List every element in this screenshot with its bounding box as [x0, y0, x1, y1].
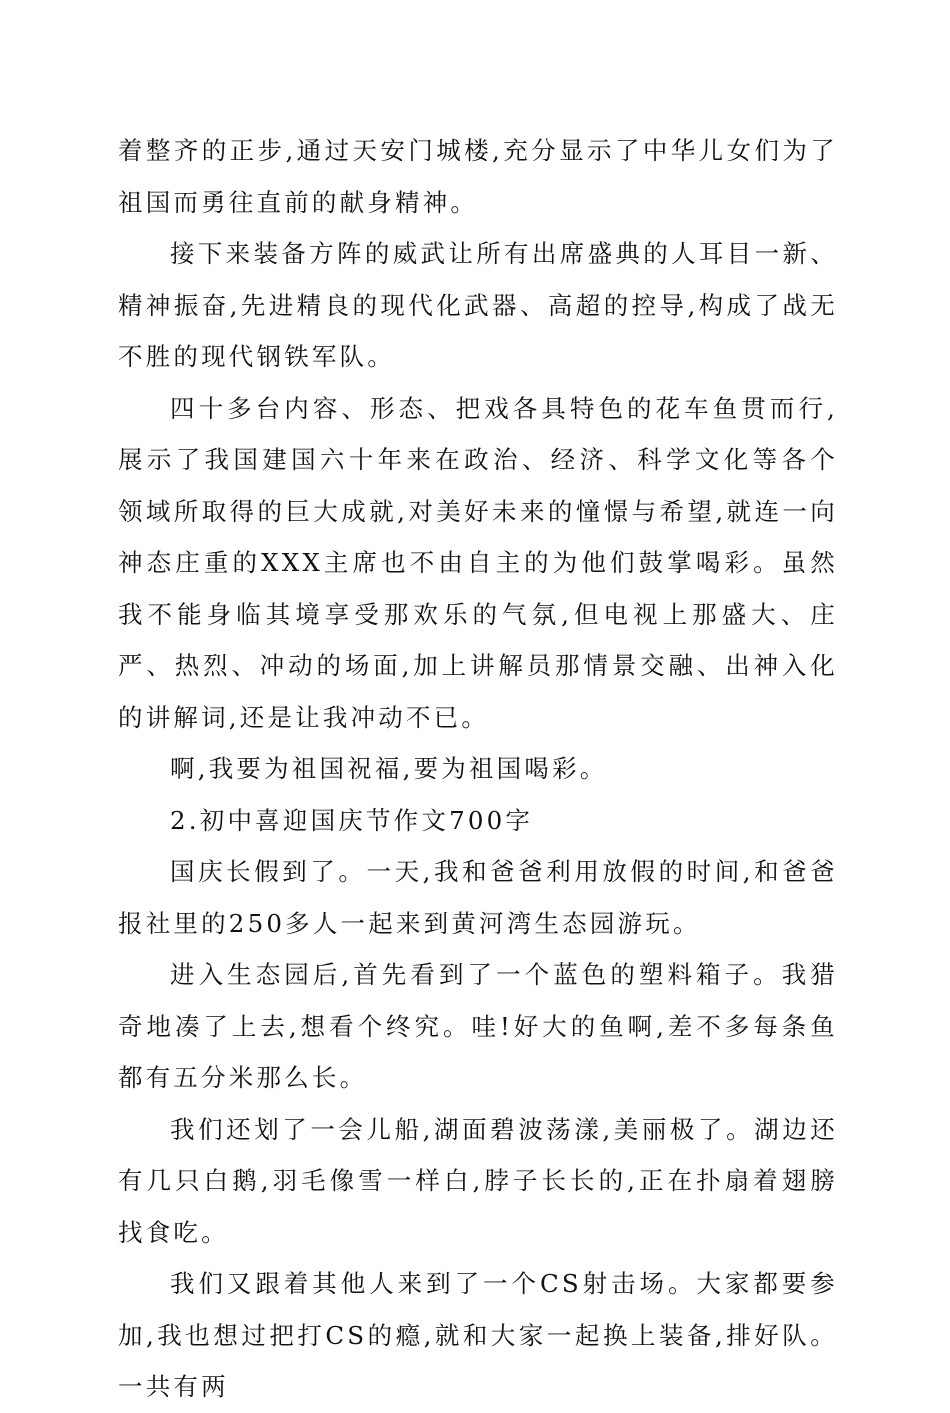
section-paragraph-1: 国庆长假到了。一天,我和爸爸利用放假的时间,和爸爸报社里的250多人一起来到黄河湾生态园游玩。 [118, 857, 838, 938]
paragraph-3: 四十多台内容、形态、把戏各具特色的花车鱼贯而行,展示了我国建国六十年来在政治、经济、科学文化等各个领域所取得的巨大成就,对美好未来的憧憬与希望,就连一向神态庄重的XXX主席也不由自主的为他们鼓掌喝彩。虽然我不能身临其境享受那欢乐的气氛,但电视上那盛大、庄严、热烈、冲动的场面,加上讲解员那情景交融、出神入化的讲解词,还是让我冲动不已。 [118, 393, 838, 732]
paragraph-2: 接下来装备方阵的威武让所有出席盛典的人耳目一新、精神振奋,先进精良的现代化武器、高超的控导,构成了战无不胜的现代钢铁军队。 [118, 239, 838, 371]
document-body [118, 125, 838, 1413]
section-paragraph-2: 进入生态园后,首先看到了一个蓝色的塑料箱子。我猎奇地凑了上去,想看个终究。哇!好大的鱼啊,差不多每条鱼都有五分米那么长。 [118, 960, 838, 1092]
section-paragraph-4: 我们又跟着其他人来到了一个CS射击场。大家都要参加,我也想过把打CS的瘾,就和大家一起换上装备,排好队。一共有两 [118, 1269, 838, 1401]
section-heading: 2.初中喜迎国庆节作文700字 [170, 805, 534, 835]
paragraph-1: 着整齐的正步,通过天安门城楼,充分显示了中华儿女们为了祖国而勇往直前的献身精神。 [118, 136, 838, 217]
section-paragraph-3: 我们还划了一会儿船,湖面碧波荡漾,美丽极了。湖边还有几只白鹅,羽毛像雪一样白,脖子长长的,正在扑扇着翅膀找食吃。 [118, 1114, 838, 1247]
paragraph-4: 啊,我要为祖国祝福,要为祖国喝彩。 [170, 754, 608, 783]
